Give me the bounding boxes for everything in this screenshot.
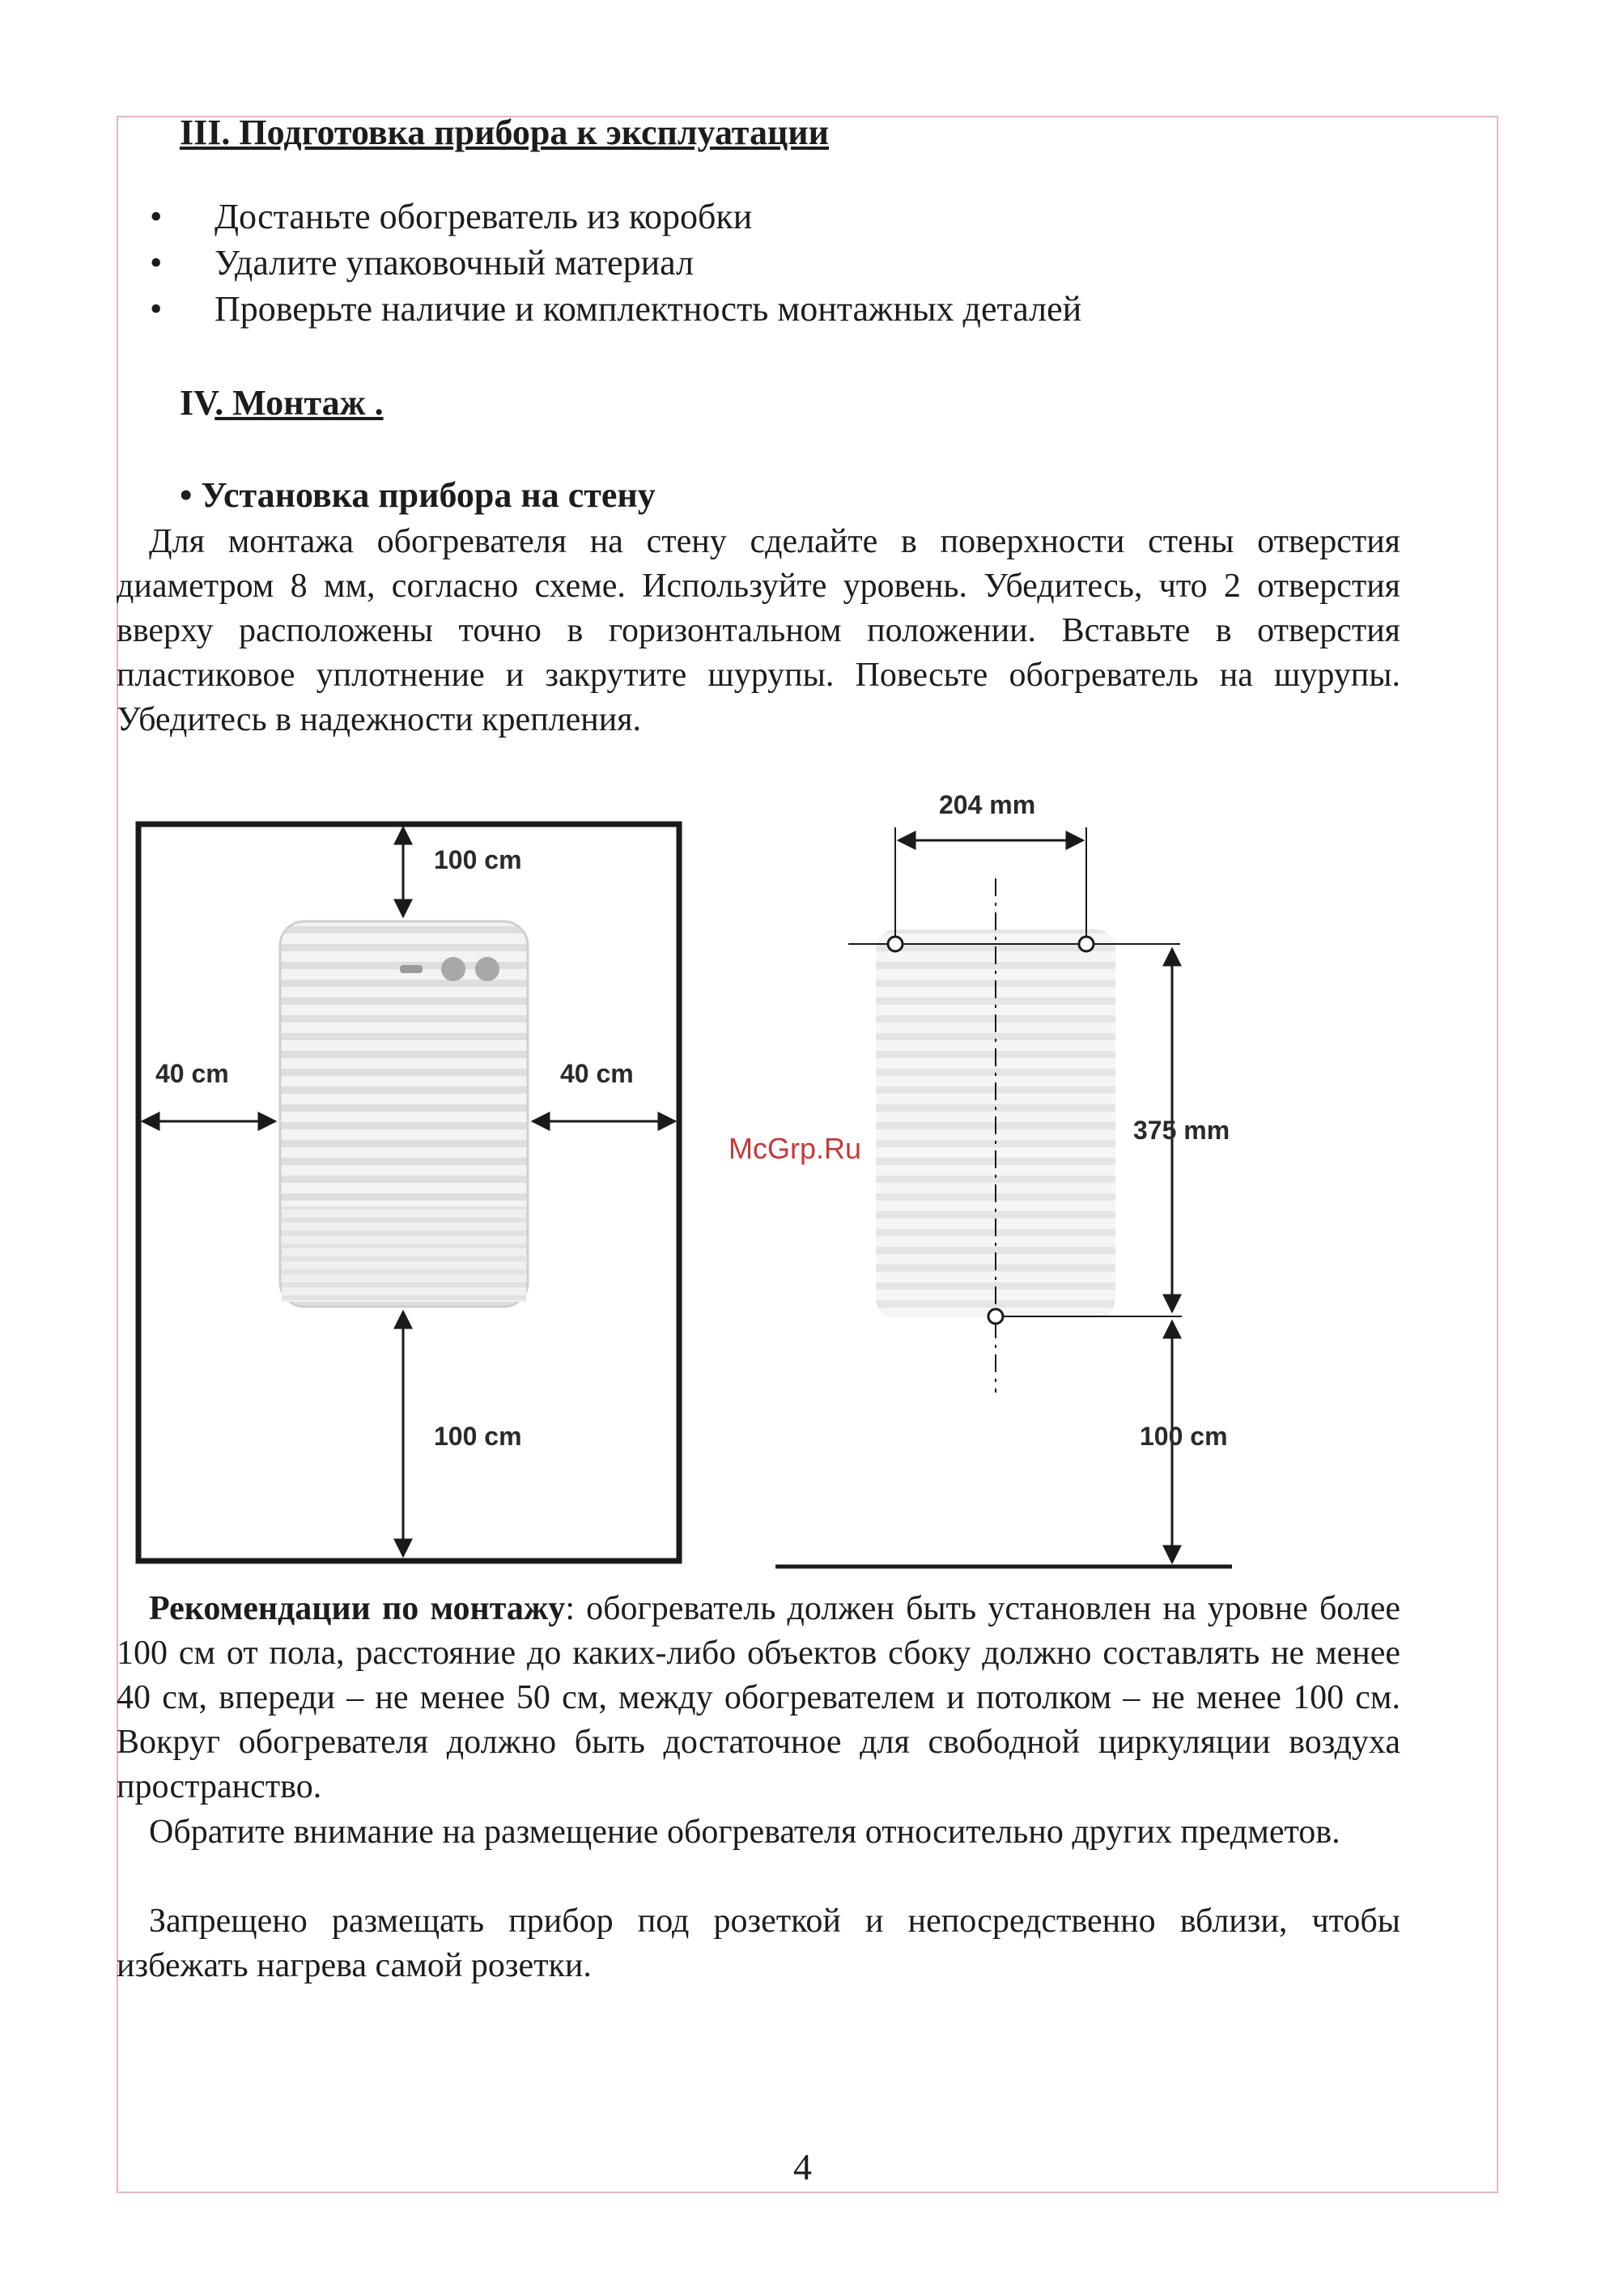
recommendations-paragraph — [117, 1587, 1400, 1809]
indicator-light-icon — [400, 965, 423, 973]
control-knob-icon — [475, 957, 499, 981]
socket-warning: Запрещено размещать прибор под розеткой и непосредственно вблизи, чтобы избежать нагрева самой розетки. — [117, 1903, 1400, 1984]
list-item-text: Достаньте обогреватель из коробки — [215, 197, 753, 236]
drilling-diagram — [775, 827, 1232, 1567]
mounting-hole-icon — [1079, 937, 1094, 951]
list-item-text: Удалите упаковочный материал — [215, 243, 695, 283]
install-instructions: Для монтажа обогревателя на стену сделайте в поверхности стены отверстия диаметром 8 мм, согласно схеме. Используйте уровень. Убедитесь, что 2 отверстия вверху расположены точно в горизонтальном положении. Вставьте в отверстия пластиковое уплотнение и закрутите шурупы. Повесьте обогреватель на шурупы. Убедитесь в надежности крепления. — [117, 523, 1400, 738]
left-clearance-label: 40 cm — [155, 1059, 229, 1088]
clearance-diagram — [138, 824, 679, 1561]
section-4-title: . Монтаж . — [215, 383, 384, 423]
floor-clearance-label: 100 cm — [1140, 1422, 1228, 1451]
control-knob-icon — [441, 957, 465, 981]
subsection-title: Установка прибора на стену — [201, 475, 656, 515]
watermark: McGrp.Ru — [729, 1132, 862, 1165]
bottom-clearance-label: 100 cm — [434, 1422, 522, 1451]
top-clearance-label: 100 cm — [434, 845, 522, 874]
mounting-hole-icon — [988, 1309, 1003, 1324]
right-clearance-label: 40 cm — [560, 1059, 634, 1088]
bullet-icon: • — [150, 197, 163, 236]
bullet-icon: • — [150, 289, 163, 329]
recommendations-text: : обогреватель должен быть установлен на уровне более 100 см от пола, расстояние до каких-либо объектов сбоку должно составлять не менее 40 см, впереди – не менее 50 см, между обогревателем и потолком – не менее 100 см. Вокруг обогревателя должно быть достаточное для свободной циркуляции воздуха пространство. — [117, 1590, 1400, 1805]
heater-grille — [282, 1206, 526, 1302]
section-3-heading: III. Подготовка прибора к эксплуатации — [180, 113, 830, 152]
section-4-number: IV — [180, 383, 215, 423]
page-number: 4 — [793, 2146, 812, 2188]
placement-note: Обратите внимание на размещение обогревателя относительно других предметов. — [149, 1813, 1340, 1851]
bullet-icon: • — [150, 243, 163, 283]
vertical-spacing-label: 375 mm — [1133, 1116, 1230, 1145]
list-item-text: Проверьте наличие и комплектность монтажных деталей — [215, 289, 1082, 329]
recommendations-label: Рекомендации по монтажу — [149, 1590, 566, 1627]
hole-spacing-label: 204 mm — [939, 790, 1036, 819]
mounting-hole-icon — [888, 937, 903, 951]
bullet-icon: • — [180, 475, 193, 515]
